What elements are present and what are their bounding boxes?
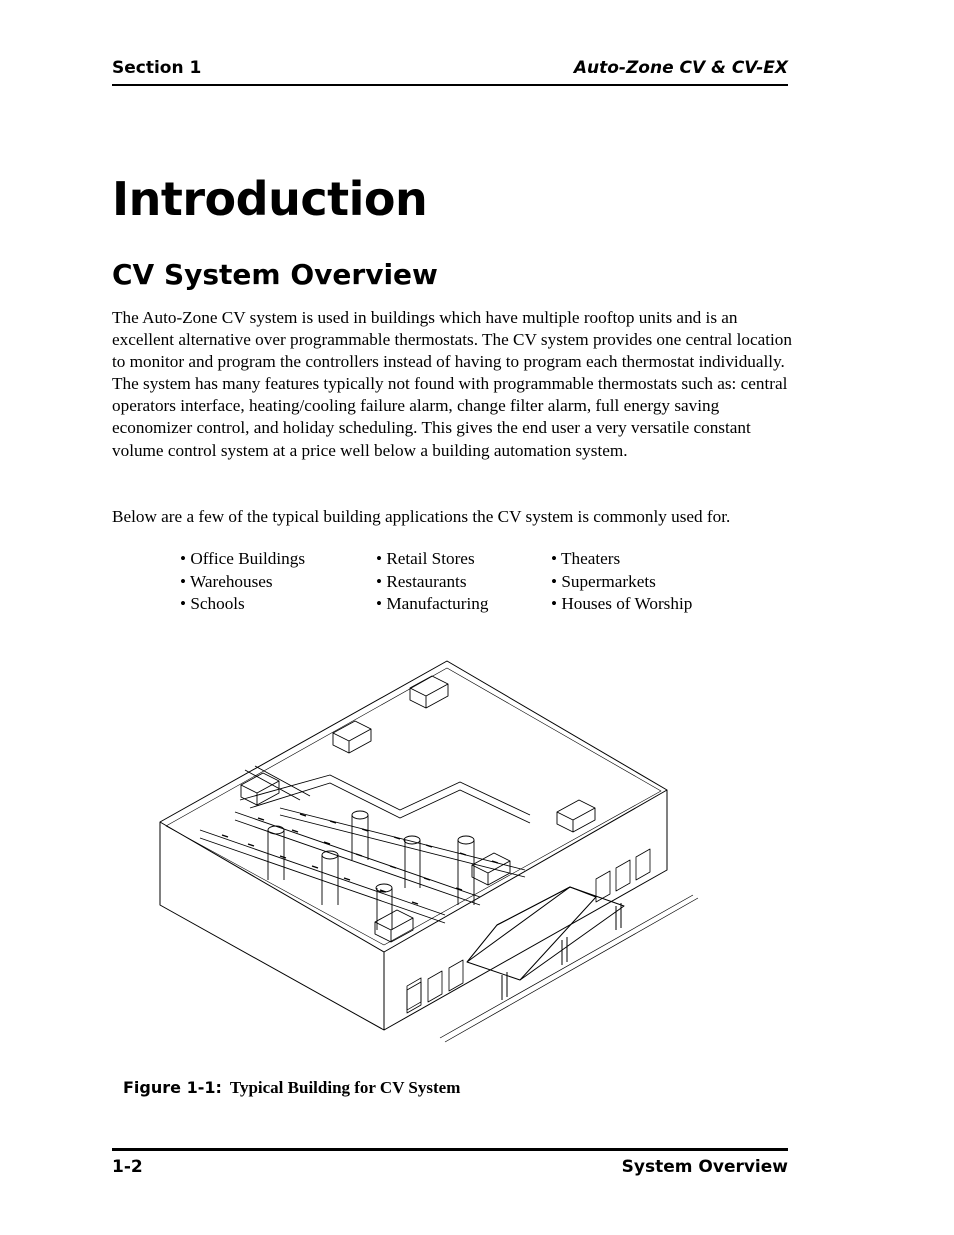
- windows-front: [407, 849, 650, 1013]
- figure-caption-text: Typical Building for CV System: [229, 1078, 461, 1097]
- section-heading: CV System Overview: [112, 258, 438, 291]
- list-item: • Retail Stores: [376, 549, 475, 568]
- figure-label: Figure 1-1:: [123, 1078, 222, 1097]
- applications-column: [376, 548, 488, 616]
- figure-caption: [123, 1078, 460, 1098]
- list-item: • Theaters: [551, 549, 621, 568]
- header-section: Section 1: [112, 58, 202, 78]
- page-footer: [112, 1148, 788, 1181]
- list-item: • Supermarkets: [551, 571, 656, 591]
- list-item: • Houses of Worship: [551, 594, 693, 613]
- list-item: • Office Buildings: [180, 549, 306, 568]
- building-illustration: [155, 655, 705, 1050]
- applications-column: [180, 548, 305, 616]
- ground-line: [440, 895, 698, 1042]
- entrance-canopy: [467, 887, 624, 1000]
- list-item: • Warehouses: [180, 571, 273, 591]
- building-figure: [155, 655, 705, 1050]
- applications-intro: Below are a few of the typical building applications the CV system is commonly used for.: [112, 507, 731, 526]
- list-item: • Schools: [180, 594, 245, 613]
- applications-list: [180, 548, 740, 618]
- list-item: • Restaurants: [376, 571, 467, 591]
- applications-column: [551, 548, 692, 616]
- footer-chapter: System Overview: [621, 1157, 788, 1177]
- header-product: Auto-Zone CV & CV-EX: [573, 58, 788, 78]
- page-header: [112, 58, 788, 86]
- overview-paragraph: The Auto-Zone CV system is used in buildings which have multiple rooftop units and is an excellent alternative over programmable thermostats. The CV system provides one central location to monitor and program the controllers instead of having to program each thermostat individually. The system has many features typically not found with programmable thermostats such as: central operators interface, heating/cooling failure alarm, change filter alarm, full energy saving economizer control, and holiday scheduling. This gives the end user a very versatile constant volume control system at a price well below a building automation system.: [112, 308, 792, 460]
- diffusers: [222, 814, 498, 904]
- building-wall-left: [160, 822, 384, 1030]
- list-item: • Manufacturing: [376, 594, 489, 613]
- page-number: 1-2: [112, 1157, 143, 1177]
- building-roof: [160, 661, 667, 952]
- page-title: Introduction: [112, 172, 428, 226]
